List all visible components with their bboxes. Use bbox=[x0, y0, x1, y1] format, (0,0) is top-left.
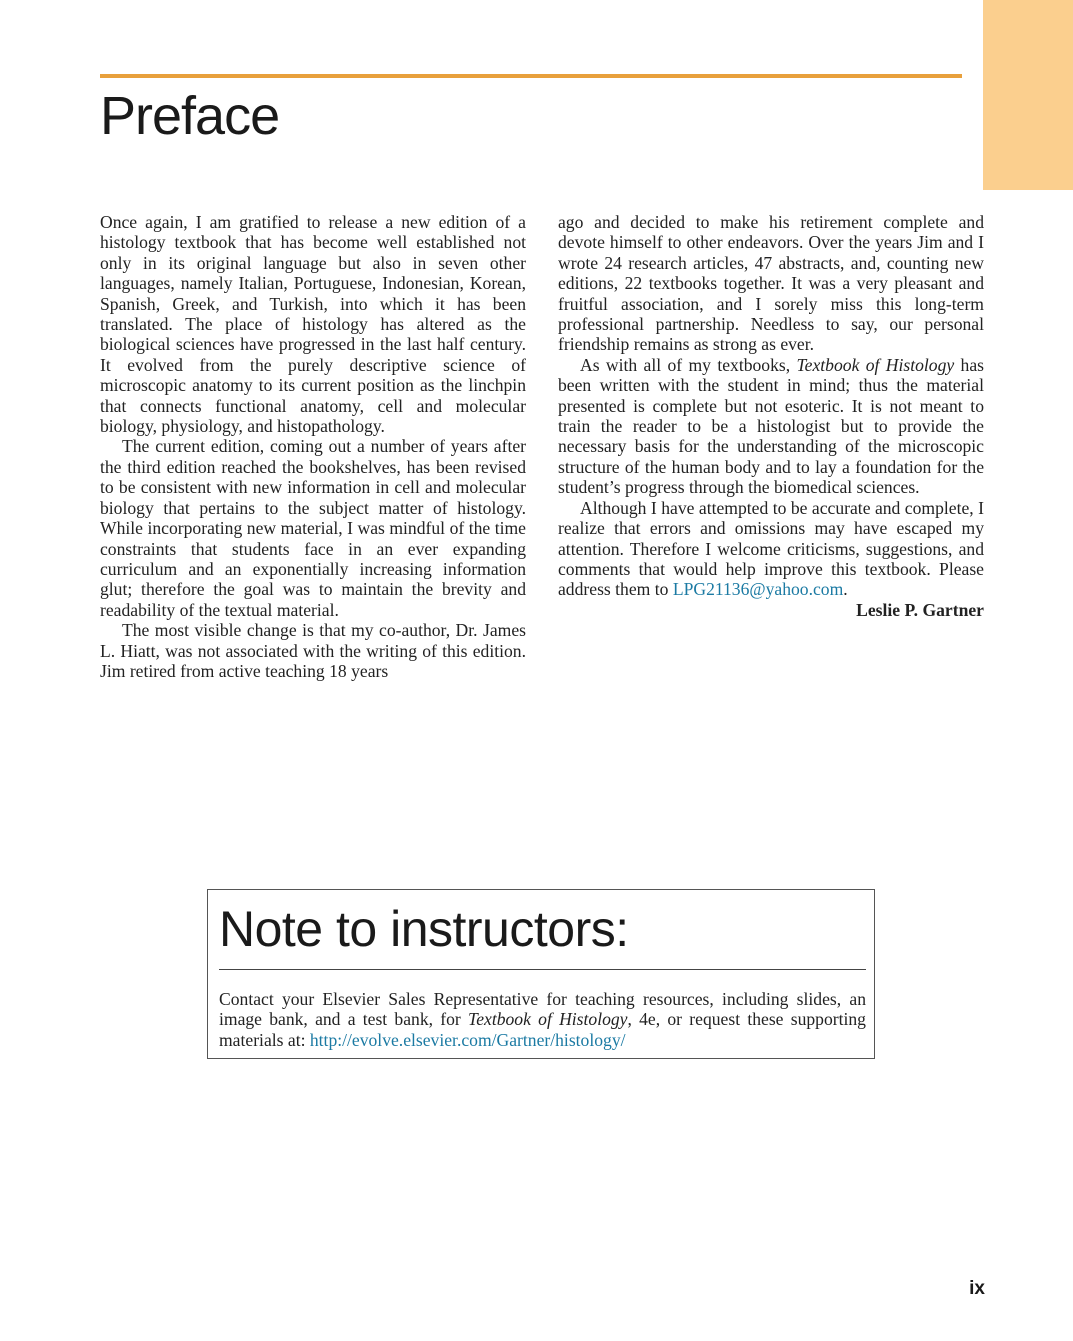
left-paragraph-2: The current edition, coming out a number of years after the third edition reached the bookshelves, has been revised to be consistent with new information in cell and molecular biology that pertains to the subject matter of histology. While incorporating new material, I was mindful of the time constraints that students face in an ever expanding curriculum and an exponentially increasing information glut; therefore the goal was to maintain the brevity and readability of the textual material. bbox=[100, 436, 526, 620]
title-rule bbox=[100, 74, 962, 78]
book-title: Textbook of Histology bbox=[796, 354, 955, 375]
paragraph-text: . bbox=[843, 579, 848, 600]
paragraph-text: has been written with the student in mind; thus the material presented is complete but not esoteric. It is not meant to train the reader to be a histologist but to provide the necessary basis for the understanding of the microscopic structure of the human body and to lay a foundation for the student’s progress through the biomedical sciences. bbox=[558, 354, 984, 498]
left-paragraph-3: The most visible change is that my co-author, Dr. James L. Hiatt, was not associated with the writing of this edition. Jim retired from active teaching 18 years bbox=[100, 620, 526, 681]
note-text: Contact your Elsevier Sales Representative for teaching resources, including slides, an image bank, and a test bank, for bbox=[219, 989, 866, 1030]
note-text: , 4e, or request these supporting materials at: bbox=[219, 1009, 866, 1050]
page-number: ix bbox=[969, 1278, 985, 1299]
page-title: Preface bbox=[100, 86, 280, 146]
right-paragraph-1: ago and decided to make his retirement complete and devote himself to other endeavors. Over the years Jim and I wrote 24 research articles, 47 abstracts, and, counting new editions, 22 textbooks together. It was a very pleasant and fruitful association, and I sorely miss this long-term professional partnership. Needless to say, our personal friendship remains as strong as ever. bbox=[558, 212, 984, 355]
evolve-link[interactable]: http://evolve.elsevier.com/Gartner/histology/ bbox=[309, 1029, 626, 1050]
note-box bbox=[207, 889, 875, 1059]
right-paragraph-2 bbox=[558, 355, 984, 498]
paragraph-text: As with all of my textbooks, bbox=[580, 354, 797, 375]
note-title: Note to instructors: bbox=[219, 901, 629, 957]
email-link[interactable]: LPG21136@yahoo.com bbox=[672, 579, 844, 600]
corner-color-tab bbox=[983, 0, 1073, 190]
book-title: Textbook of Histology bbox=[468, 1009, 628, 1030]
right-column bbox=[558, 212, 984, 620]
note-divider bbox=[219, 969, 866, 970]
note-body bbox=[219, 989, 866, 1050]
left-paragraph-1: Once again, I am gratified to release a new edition of a histology textbook that has become well established not only in its original language but also in seven other languages, namely Italian, Portuguese, Indonesian, Korean, Spanish, Greek, and Turkish, into which it has been translated. The place of histology has altered as the biological sciences have progressed in the last half century. It evolved from the purely descriptive science of microscopic anatomy to its current position as the linchpin that connects functional anatomy, cell and molecular biology, physiology, and histopathology. bbox=[100, 212, 526, 437]
left-column bbox=[100, 212, 526, 681]
paragraph-text: Although I have attempted to be accurate and complete, I realize that errors and omissions may have escaped my attention. Therefore I welcome criticisms, suggestions, and comments that would help improve this textbook. Please address them to bbox=[558, 497, 984, 600]
right-paragraph-3 bbox=[558, 498, 984, 600]
author-signature: Leslie P. Gartner bbox=[856, 599, 984, 620]
